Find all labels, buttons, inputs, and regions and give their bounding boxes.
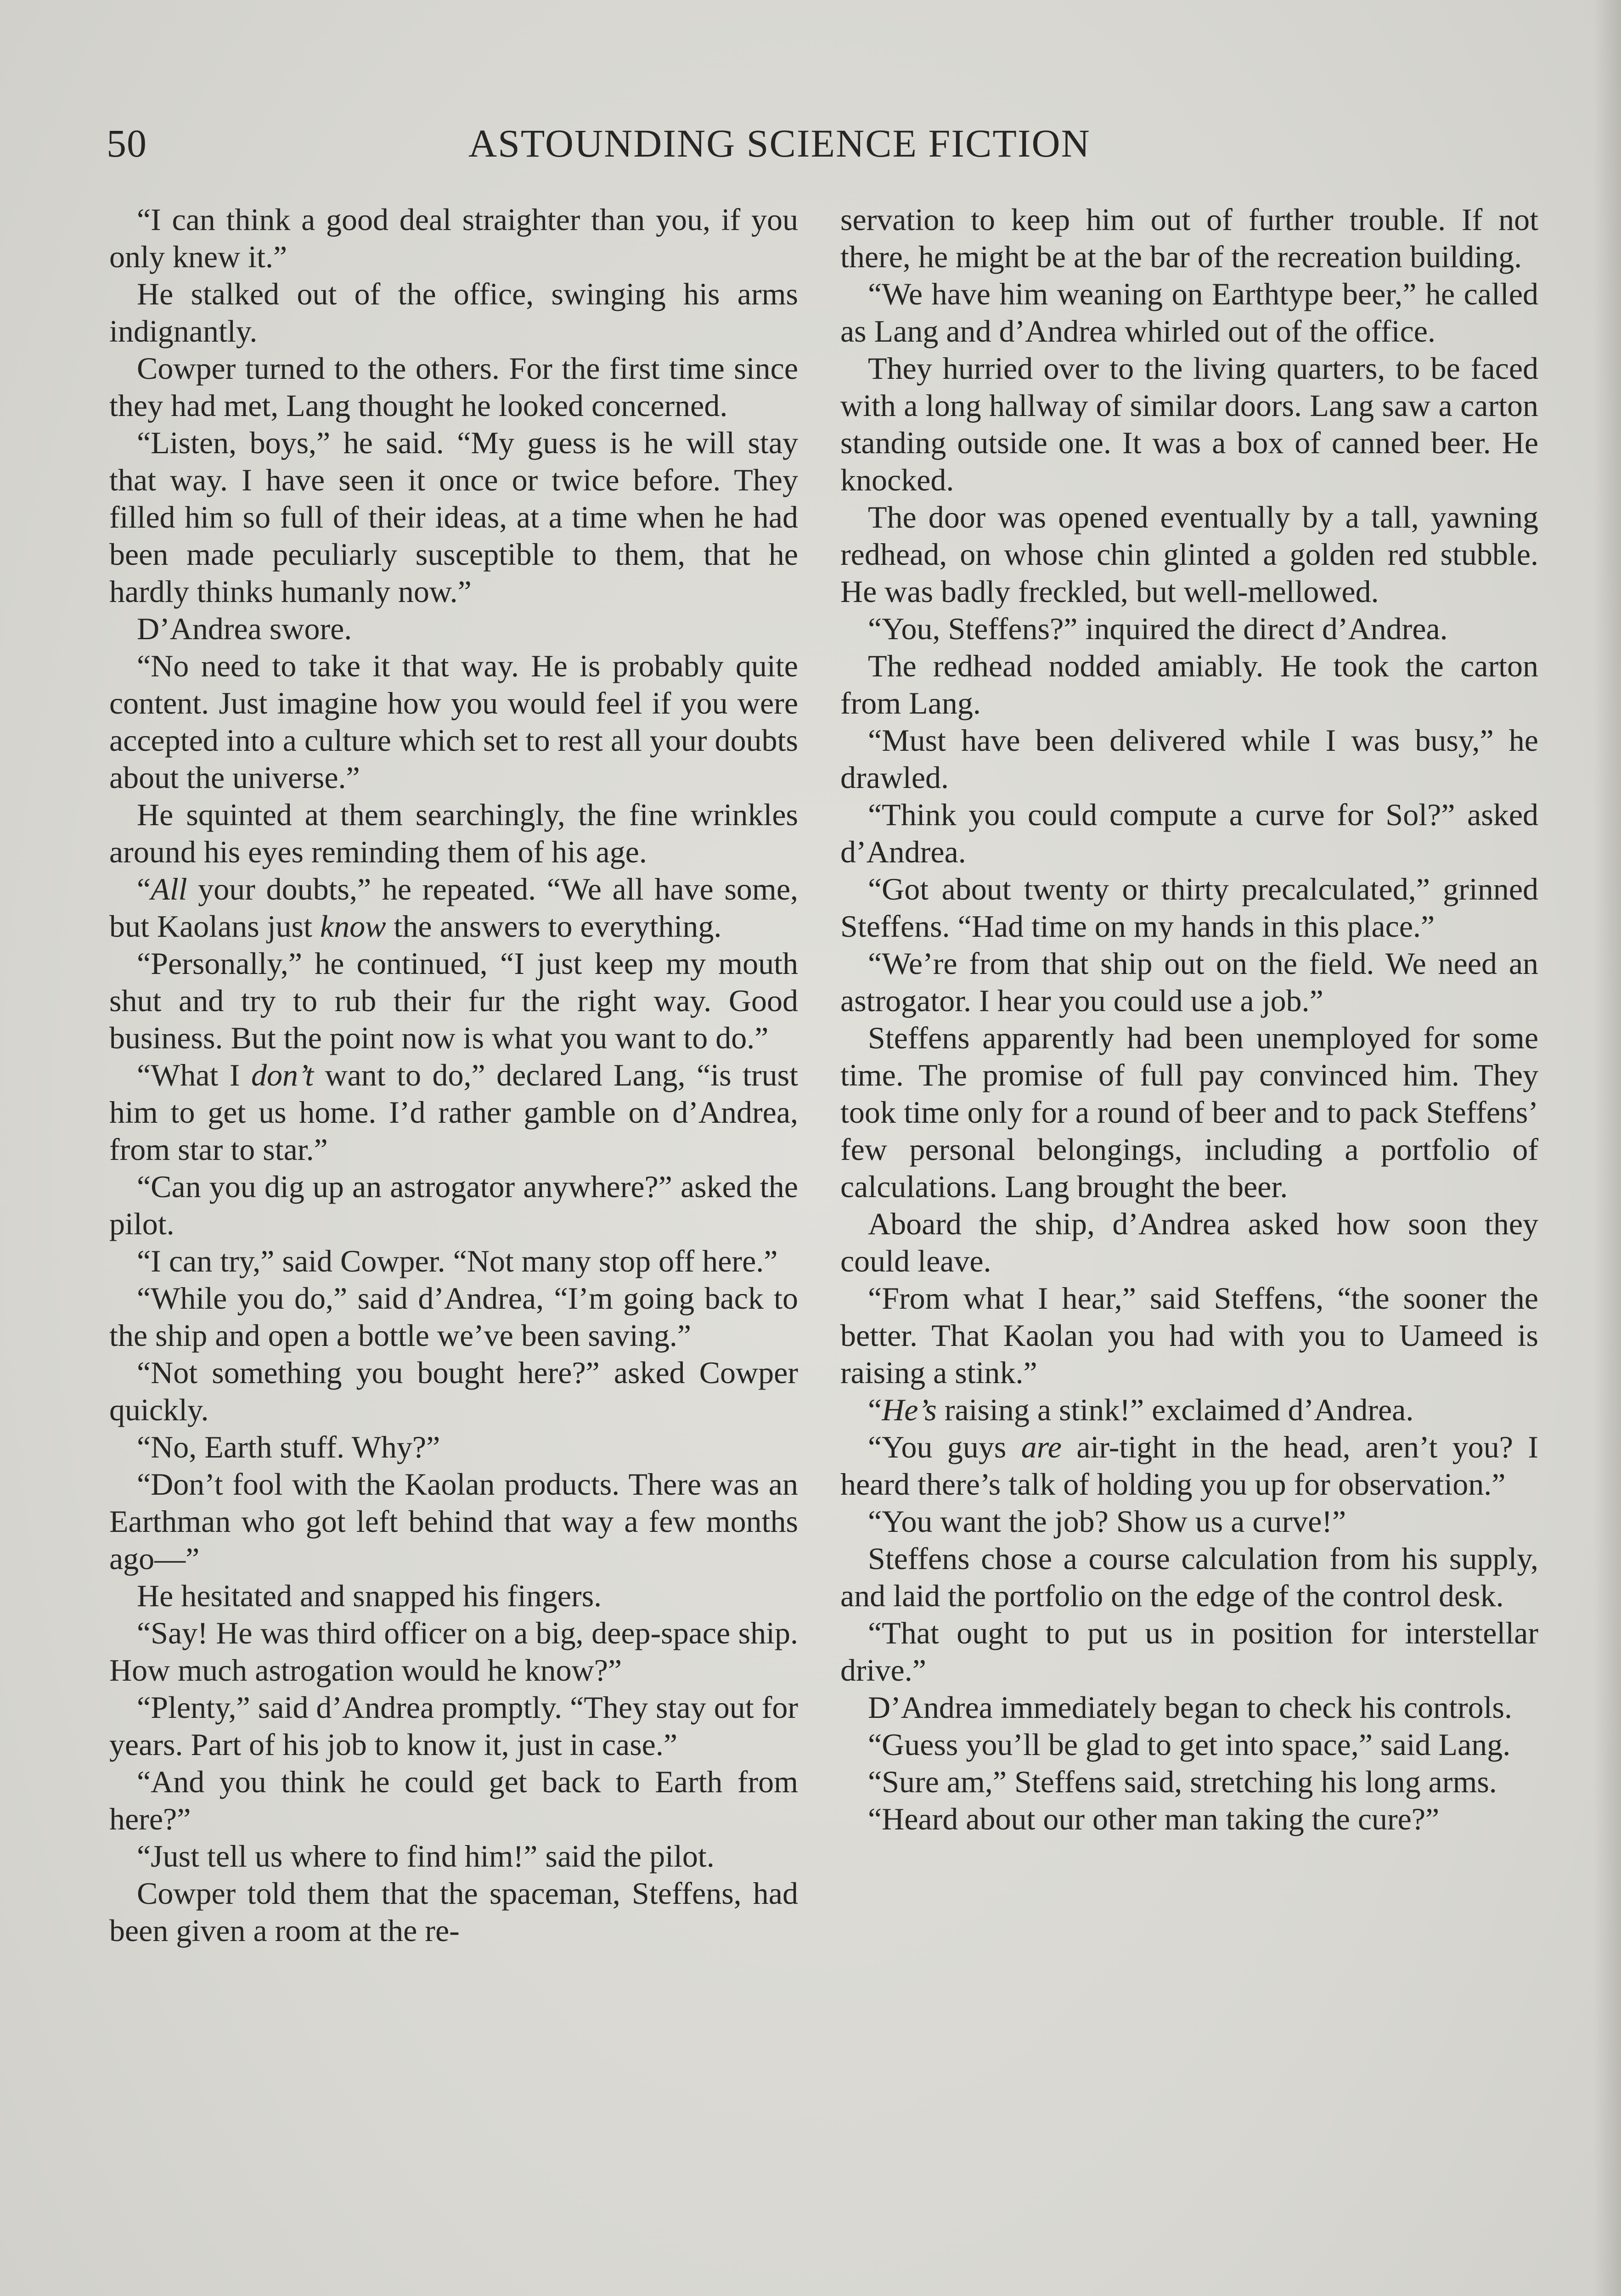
paragraph: “Personally,” he continued, “I just keep my mouth shut and try to rub their fur the right way. Good business. But the point now is what you want to do.” [109, 946, 798, 1055]
paragraph: “He’s raising a stink!” exclaimed d’Andrea. [868, 1392, 1414, 1427]
paragraph: “All your doubts,” he repeated. “We all have some, but Kaolans just know the answers to everything. [109, 872, 798, 944]
paragraph: Cowper told them that the spaceman, Steffens, had been given a room at the re- [109, 1876, 798, 1948]
paragraph: “You want the job? Show us a curve!” [868, 1504, 1346, 1539]
paragraph: “Can you dig up an astrogator anywhere?” asked the pilot. [109, 1169, 798, 1241]
paragraph: “You guys are air-tight in the head, aren’t you? I heard there’s talk of holding you up for observation.” [840, 1429, 1539, 1502]
paragraph: “Not something you bought here?” asked Cowper quickly. [109, 1355, 798, 1427]
paragraph: Steffens chose a course calculation from his supply, and laid the portfolio on the edge of the control desk. [840, 1541, 1538, 1613]
left-column [109, 201, 798, 1949]
paragraph: He hesitated and snapped his fingers. [137, 1578, 602, 1613]
paragraph: “No, Earth stuff. Why?” [137, 1429, 440, 1464]
paragraph: “Guess you’ll be glad to get into space,” said Lang. [868, 1727, 1511, 1762]
running-title: ASTOUNDING SCIENCE FICTION [468, 121, 1091, 165]
paragraph: The redhead nodded amiably. He took the carton from Lang. [840, 648, 1538, 720]
paragraph: D’Andrea immediately began to check his controls. [868, 1690, 1512, 1725]
paragraph: “You, Steffens?” inquired the direct d’Andrea. [868, 611, 1448, 646]
paragraph: D’Andrea swore. [137, 611, 352, 646]
paragraph: “We’re from that ship out on the field. We need an astrogator. I hear you could use a job.” [840, 946, 1538, 1018]
paragraph: “And you think he could get back to Earth from here?” [109, 1764, 798, 1836]
paragraph: “Heard about our other man taking the cure?” [868, 1801, 1440, 1836]
paragraph: They hurried over to the living quarters, to be faced with a long hallway of similar doors. Lang saw a carton standing outside one. It was a box of canned beer. He knocked. [840, 351, 1538, 497]
page-number: 50 [107, 121, 147, 165]
paragraph: “Think you could compute a curve for Sol?” asked d’Andrea. [840, 797, 1538, 869]
paragraph: “While you do,” said d’Andrea, “I’m going back to the ship and open a bottle we’ve been saving.” [109, 1281, 798, 1353]
paragraph: “From what I hear,” said Steffens, “the sooner the better. That Kaolan you had with you to Uameed is raising a stink.” [840, 1281, 1538, 1390]
paragraph: “No need to take it that way. He is probably quite content. Just imagine how you would feel if you were accepted into a culture which set to rest all your doubts about the universe.” [109, 648, 798, 795]
paragraph: “I can think a good deal straighter than you, if you only knew it.” [109, 202, 798, 274]
paragraph: “We have him weaning on Earthtype beer,” he called as Lang and d’Andrea whirled out of the office. [840, 276, 1538, 349]
paragraph: “Sure am,” Steffens said, stretching his long arms. [868, 1764, 1497, 1799]
paragraph: He stalked out of the office, swinging his arms indignantly. [109, 276, 798, 349]
paragraph: “Listen, boys,” he said. “My guess is he will stay that way. I have seen it once or twice before. They filled him so full of their ideas, at a time when he had been made peculiarly susceptible to them, that he hardly thinks humanly now.” [109, 425, 798, 609]
page-fold-shadow [1593, 0, 1621, 2296]
right-column [840, 201, 1538, 1838]
paragraph: “Plenty,” said d’Andrea promptly. “They stay out for years. Part of his job to know it, just in case.” [109, 1690, 798, 1762]
paragraph: Cowper turned to the others. For the first time since they had met, Lang thought he looked concerned. [109, 351, 798, 423]
paragraph: “Say! He was third officer on a big, deep-space ship. How much astrogation would he know?” [109, 1615, 798, 1688]
paragraph: Aboard the ship, d’Andrea asked how soon they could leave. [840, 1206, 1538, 1278]
paragraph: “Just tell us where to find him!” said the pilot. [137, 1839, 715, 1874]
paragraph: “I can try,” said Cowper. “Not many stop off here.” [137, 1244, 778, 1278]
paragraph: “Don’t fool with the Kaolan products. There was an Earthman who got left behind that way a few months ago—” [109, 1467, 798, 1576]
paragraph: “What I don’t want to do,” declared Lang, “is trust him to get us home. I’d rather gamble on d’Andrea, from star to star.” [109, 1058, 798, 1167]
paragraph: “Must have been delivered while I was busy,” he drawled. [840, 723, 1538, 795]
paragraph: The door was opened eventually by a tall, yawning redhead, on whose chin glinted a golden red stubble. He was badly freckled, but well-mellowed. [840, 500, 1538, 609]
paragraph: Steffens apparently had been unemployed for some time. The promise of full pay convinced him. They took time only for a round of beer and to pack Steffens’ few personal belongings, including a portfolio of calculations. Lang brought the beer. [840, 1020, 1538, 1204]
paragraph: “That ought to put us in position for interstellar drive.” [840, 1615, 1538, 1688]
paragraph: servation to keep him out of further trouble. If not there, he might be at the bar of the recreation building. [840, 202, 1538, 274]
paragraph: “Got about twenty or thirty precalculated,” grinned Steffens. “Had time on my hands in this place.” [840, 872, 1538, 944]
paragraph: He squinted at them searchingly, the fine wrinkles around his eyes reminding them of his age. [109, 797, 798, 869]
